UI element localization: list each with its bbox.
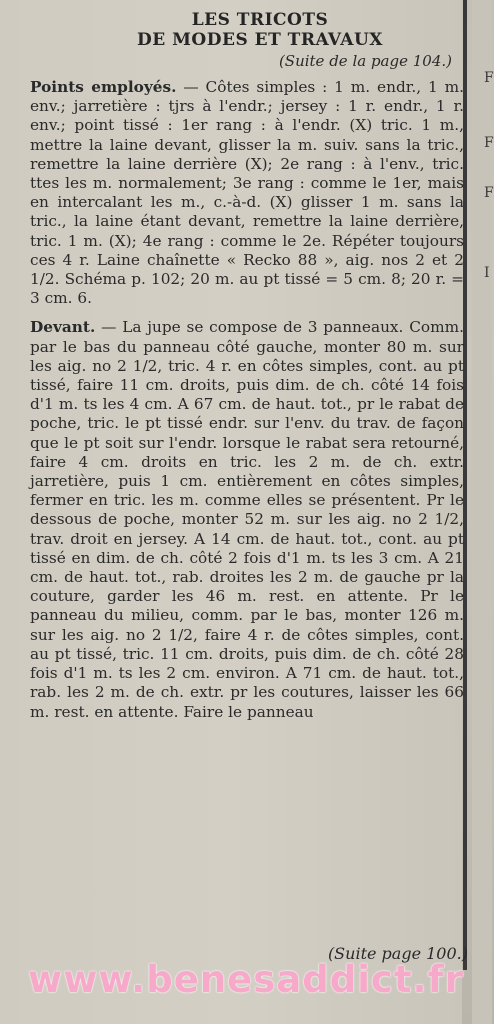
- margin-letter: F: [484, 185, 494, 201]
- paragraph-text: — La jupe se compose de 3 panneaux. Comm. par le bas du panneau côté gauche, monter 80 m. sur les aig. no 2 1/2, tric. 4 r. en côtes simples, cont. au pt tissé, faire 11 cm. droits, puis dim. de ch. côté 14 fois d'1 m. ts les 4 cm. A 67 cm. de haut. tot., pr le rabat de poche, tric. le pt tissé endr. sur l'env. du trav. de façon que le pt soit sur l'endr. lorsque le rabat sera retourné, faire 4 cm. droits en tric. les 2 m. de ch. extr. jarretière, puis 1 cm. entièrement en côtes simples, fermer en tric. les m. comme elles se présentent. Pr le dessous de poche, monter 52 m. sur les aig. no 2 1/2, trav. droit en jersey. A 14 cm. de haut. tot., cont. au pt tissé en dim. de ch. côté 2 fois d'1 m. ts les 3 cm. A 21 cm. de haut. tot., rab. droites les 2 m. de gauche pr la couture, garder les 46 m. rest. en attente. Pr le panneau du milieu, comm. par le bas, monter 126 m. sur les aig. no 2 1/2, faire 4 r. de côtes simples, cont. au pt tissé, tric. 11 cm. droits, puis dim. de ch. côté 28 fois d'1 m. ts les 2 cm. environ. A 71 cm. de haut. tot., rab. les 2 m. de ch. extr. pr les coutures, laisser les 66 m. rest. en attente. Faire le panneau: [30, 318, 464, 721]
- margin-letter: F: [484, 70, 494, 86]
- paragraph-lead: Points employés.: [30, 78, 177, 96]
- page-title-line1: LES TRICOTS: [191, 10, 329, 30]
- margin-letter: I: [484, 265, 490, 281]
- continued-on-note: (Suite page 100.): [327, 944, 468, 963]
- page-title-line2: DE MODES ET TRAVAUX: [137, 30, 383, 50]
- paragraph-points-employes: [30, 78, 464, 308]
- article-body: [30, 78, 464, 722]
- paragraph-lead: Devant.: [30, 318, 96, 337]
- margin-letter: F: [484, 135, 494, 151]
- paragraph-text: — Côtes simples : 1 m. endr., 1 m. env.; jarretière : tjrs à l'endr.; jersey : 1 r. endr., 1 r. env.; point tissé : 1er rang : à l'endr. (X) tric. 1 m., mettre la laine devant, glisser la m. suiv. sans la tric., remettre la laine derrière (X); 2e rang : à l'env., tric. ttes les m. normalement; 3e rang : comme le 1er, mais en intercalant les m., c.-à-d. (X) glisser 1 m. sans la tric., la laine étant devant, remettre la laine derrière, tric. 1 m. (X); 4e rang : comme le 2e. Répéter toujours ces 4 r. Laine chaînette « Recko 88 », aig. nos 2 et 2 1/2. Schéma p. 102; 20 m. au pt tissé = 5 cm. 8; 20 r. = 3 cm. 6.: [30, 78, 464, 308]
- paragraph-devant: [30, 318, 464, 721]
- site-watermark: www.benesaddict.fr: [28, 958, 464, 1001]
- continued-from-note: (Suite de la page 104.): [278, 52, 452, 70]
- adjacent-column-edge: [472, 0, 492, 1024]
